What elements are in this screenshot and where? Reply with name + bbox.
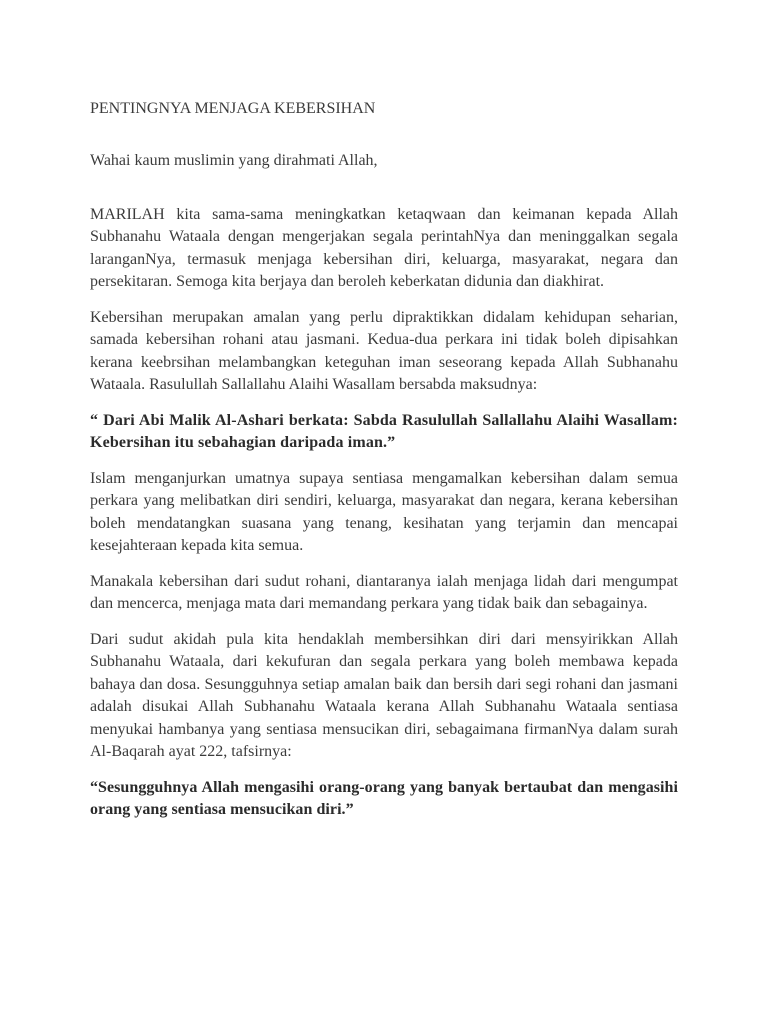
paragraph-aqidah: Dari sudut akidah pula kita hendaklah membersihkan diri dari mensyirikkan Allah Subhanahu Wataala, dari kekufuran dan segala perkara yang boleh membawa kepada bahaya dan dosa. Sesungguhnya setiap amalan baik dan bersih dari segi rohani dan jasmani adalah disukai Allah Subhanahu Wataala kerana Allah Subhanahu Wataala sentiasa menyukai hambanya yang sentiasa mensucikan diri, sebagaimana firmanNya dalam surah Al-Baqarah ayat 222, tafsirnya: bbox=[90, 630, 678, 760]
paragraph-opening: MARILAH kita sama-sama meningkatkan ketaqwaan dan keimanan kepada Allah Subhanahu Wataala dengan mengerjakan segala perintahNya dan meninggalkan segala laranganNya, termasuk menjaga kebersihan diri, keluarga, masyarakat, negara dan persekitaran. Semoga kita berjaya dan beroleh keberkatan didunia dan diakhirat. bbox=[90, 205, 678, 290]
document-title: PENTINGNYA MENJAGA KEBERSIHAN bbox=[90, 100, 376, 117]
quran-quote: “Sesungguhnya Allah mengasihi orang-orang yang banyak bertaubat dan mengasihi orang yang sentiasa mensucikan diri.” bbox=[90, 778, 678, 818]
greeting-line: Wahai kaum muslimin yang dirahmati Allah, bbox=[90, 152, 378, 169]
hadith-quote: “ Dari Abi Malik Al-Ashari berkata: Sabda Rasulullah Sallallahu Alaihi Wasallam: Kebersihan itu sebahagian daripada iman.” bbox=[90, 411, 678, 451]
document-page bbox=[90, 98, 678, 835]
paragraph-islam-teaching: Islam menganjurkan umatnya supaya sentiasa mengamalkan kebersihan dalam semua perkara yang melibatkan diri sendiri, keluarga, masyarakat dan negara, kerana kebersihan boleh mendatangkan suasana yang tenang, kesihatan yang terjamin dan mencapai kesejahteraan kepada kita semua. bbox=[90, 469, 678, 554]
paragraph-spiritual-cleanliness: Manakala kebersihan dari sudut rohani, diantaranya ialah menjaga lidah dari mengumpat dan mencerca, menjaga mata dari memandang perkara yang tidak baik dan sebagainya. bbox=[90, 572, 678, 612]
paragraph-cleanliness-practice: Kebersihan merupakan amalan yang perlu dipraktikkan didalam kehidupan seharian, samada kebersihan rohani atau jasmani. Kedua-dua perkara ini tidak boleh dipisahkan kerana keebrsihan melambangkan keteguhan iman seseorang kepada Allah Subhanahu Wataala. Rasulullah Sallallahu Alaihi Wasallam bersabda maksudnya: bbox=[90, 308, 678, 393]
